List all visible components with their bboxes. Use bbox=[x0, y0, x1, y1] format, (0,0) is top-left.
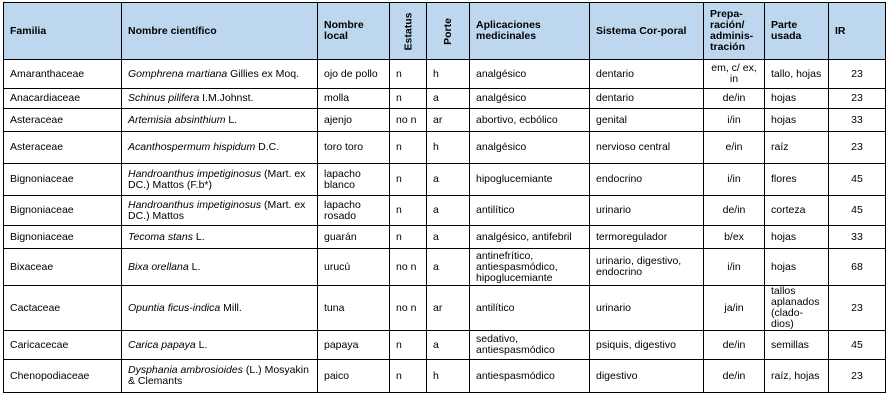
cell-aplicacion: antilítico bbox=[470, 196, 590, 226]
cell-ir: 68 bbox=[829, 249, 886, 286]
cell-aplicacion: analgésico bbox=[470, 132, 590, 164]
species-author: (Mart. ex DC.) Mattos (F.b*) bbox=[128, 167, 306, 191]
cell-nombre-local: ojo de pollo bbox=[318, 60, 390, 89]
cell-ir: 33 bbox=[829, 226, 886, 249]
header-nombre-local: Nombre local bbox=[318, 3, 390, 60]
species-name: Dysphania ambrosioides bbox=[128, 364, 243, 376]
cell-parte-usada: hojas bbox=[765, 89, 829, 109]
species-author: L. bbox=[192, 230, 205, 243]
cell-preparacion: ja/in bbox=[704, 286, 765, 331]
header-estatus-label: Estatus bbox=[402, 12, 415, 50]
table-row bbox=[4, 360, 886, 393]
species-name: Artemisia absinthium bbox=[128, 113, 226, 126]
species-author: Mill. bbox=[220, 301, 242, 314]
cell-estatus: no n bbox=[390, 109, 427, 132]
cell-nombre-local: guarán bbox=[318, 226, 390, 249]
cell-nombre-cientifico bbox=[122, 331, 318, 360]
cell-porte: a bbox=[427, 89, 470, 109]
cell-sistema: urinario bbox=[590, 196, 704, 226]
header-nombre-cientifico: Nombre científico bbox=[122, 3, 318, 60]
cell-porte: ar bbox=[427, 286, 470, 331]
cell-nombre-cientifico bbox=[122, 89, 318, 109]
species-author: Gillies ex Moq. bbox=[227, 67, 299, 80]
cell-ir: 23 bbox=[829, 60, 886, 89]
cell-estatus: n bbox=[390, 132, 427, 164]
header-parte-usada: Parte usada bbox=[765, 3, 829, 60]
species-name: Handroanthus impetiginosus bbox=[128, 167, 262, 180]
table-row bbox=[4, 109, 886, 132]
cell-estatus: no n bbox=[390, 249, 427, 286]
cell-preparacion: i/in bbox=[704, 249, 765, 286]
cell-ir: 23 bbox=[829, 132, 886, 164]
species-name: Bixa orellana bbox=[128, 260, 189, 273]
table-row bbox=[4, 164, 886, 196]
species-name: Tecoma stans bbox=[128, 230, 193, 243]
cell-nombre-cientifico bbox=[122, 132, 318, 164]
cell-preparacion: de/in bbox=[704, 331, 765, 360]
table-row bbox=[4, 331, 886, 360]
cell-porte: a bbox=[427, 226, 470, 249]
cell-porte: h bbox=[427, 360, 470, 393]
table-row bbox=[4, 226, 886, 249]
cell-ir: 23 bbox=[829, 286, 886, 331]
cell-nombre-local: paico bbox=[318, 360, 390, 393]
cell-nombre-cientifico bbox=[122, 286, 318, 331]
cell-parte-usada: flores bbox=[765, 164, 829, 196]
cell-sistema: endocrino bbox=[590, 164, 704, 196]
cell-sistema: digestivo bbox=[590, 360, 704, 393]
cell-aplicacion: antilítico bbox=[470, 286, 590, 331]
species-author: L. bbox=[225, 113, 238, 126]
cell-preparacion: i/in bbox=[704, 109, 765, 132]
cell-sistema: dentario bbox=[590, 60, 704, 89]
cell-ir: 23 bbox=[829, 360, 886, 393]
cell-familia: Bignoniaceae bbox=[4, 196, 122, 226]
table-row bbox=[4, 196, 886, 226]
cell-aplicacion: antiespasmódico bbox=[470, 360, 590, 393]
cell-preparacion: de/in bbox=[704, 89, 765, 109]
cell-familia: Anacardiaceae bbox=[4, 89, 122, 109]
species-name: Schinus pilifera bbox=[128, 92, 200, 104]
species-author: (Mart. ex DC.) Mattos bbox=[128, 198, 306, 222]
cell-nombre-cientifico bbox=[122, 109, 318, 132]
cell-nombre-cientifico bbox=[122, 196, 318, 226]
cell-parte-usada: semillas bbox=[765, 331, 829, 360]
cell-sistema: dentario bbox=[590, 89, 704, 109]
header-row bbox=[4, 3, 886, 60]
cell-estatus: n bbox=[390, 331, 427, 360]
cell-estatus: n bbox=[390, 60, 427, 89]
cell-nombre-cientifico bbox=[122, 360, 318, 393]
species-author: (L.) Mosyakin & Clemants bbox=[128, 364, 309, 387]
cell-parte-usada: tallo, hojas bbox=[765, 60, 829, 89]
cell-preparacion: em, c/ ex, in bbox=[704, 60, 765, 89]
cell-ir: 33 bbox=[829, 109, 886, 132]
cell-parte-usada: hojas bbox=[765, 249, 829, 286]
cell-estatus: n bbox=[390, 89, 427, 109]
cell-porte: a bbox=[427, 164, 470, 196]
header-sistema-corporal: Sistema Cor-poral bbox=[590, 3, 704, 60]
table-body bbox=[4, 60, 886, 393]
cell-sistema: psiquis, digestivo bbox=[590, 331, 704, 360]
cell-nombre-local: papaya bbox=[318, 331, 390, 360]
species-author: I.M.Johnst. bbox=[199, 92, 254, 104]
cell-porte: a bbox=[427, 249, 470, 286]
cell-porte: ar bbox=[427, 109, 470, 132]
table-container bbox=[3, 2, 885, 411]
cell-aplicacion: analgésico bbox=[470, 60, 590, 89]
cell-sistema: genital bbox=[590, 109, 704, 132]
cell-nombre-local: lapacho blanco bbox=[318, 164, 390, 196]
species-name: Handroanthus impetiginosus bbox=[128, 198, 262, 211]
cell-familia: Caricacecae bbox=[4, 331, 122, 360]
cell-nombre-cientifico bbox=[122, 60, 318, 89]
table-row bbox=[4, 286, 886, 331]
cell-parte-usada: corteza bbox=[765, 196, 829, 226]
species-name: Gomphrena martiana bbox=[128, 67, 228, 80]
cell-parte-usada: raíz, hojas bbox=[765, 360, 829, 393]
species-name: Acanthospermum hispidum bbox=[128, 141, 256, 153]
cell-nombre-local: ajenjo bbox=[318, 109, 390, 132]
header-estatus bbox=[390, 3, 427, 60]
cell-porte: a bbox=[427, 331, 470, 360]
cell-nombre-local: toro toro bbox=[318, 132, 390, 164]
cell-preparacion: i/in bbox=[704, 164, 765, 196]
cell-ir: 23 bbox=[829, 89, 886, 109]
header-ir: IR bbox=[829, 3, 886, 60]
cell-sistema: termoregulador bbox=[590, 226, 704, 249]
cell-parte-usada: tallos aplanados (clado-dios) bbox=[765, 286, 829, 331]
table-row bbox=[4, 60, 886, 89]
header-porte bbox=[427, 3, 470, 60]
species-name: Opuntia ficus-indica bbox=[128, 301, 221, 314]
cell-preparacion: e/in bbox=[704, 132, 765, 164]
cell-aplicacion: abortivo, ecbólico bbox=[470, 109, 590, 132]
header-preparacion: Prepa-ración/ adminis-tración bbox=[704, 3, 765, 60]
cell-parte-usada: hojas bbox=[765, 226, 829, 249]
cell-estatus: n bbox=[390, 196, 427, 226]
cell-parte-usada: raíz bbox=[765, 132, 829, 164]
cell-estatus: n bbox=[390, 226, 427, 249]
cell-estatus: no n bbox=[390, 286, 427, 331]
cell-estatus: n bbox=[390, 164, 427, 196]
header-familia: Familia bbox=[4, 3, 122, 60]
cell-familia: Asteraceae bbox=[4, 132, 122, 164]
species-author: D.C. bbox=[255, 141, 280, 153]
cell-familia: Bixaceae bbox=[4, 249, 122, 286]
cell-aplicacion: analgésico bbox=[470, 89, 590, 109]
cell-nombre-local: urucú bbox=[318, 249, 390, 286]
cell-familia: Amaranthaceae bbox=[4, 60, 122, 89]
cell-nombre-local: tuna bbox=[318, 286, 390, 331]
cell-nombre-cientifico bbox=[122, 226, 318, 249]
table-row bbox=[4, 249, 886, 286]
species-name: Carica papaya bbox=[128, 338, 196, 351]
cell-aplicacion: analgésico, antifebril bbox=[470, 226, 590, 249]
medicinal-plants-table bbox=[3, 2, 886, 393]
species-author: L. bbox=[188, 260, 201, 273]
cell-ir: 45 bbox=[829, 331, 886, 360]
header-porte-label: Porte bbox=[441, 17, 454, 45]
cell-familia: Asteraceae bbox=[4, 109, 122, 132]
cell-familia: Chenopodiaceae bbox=[4, 360, 122, 393]
cell-preparacion: b/ex bbox=[704, 226, 765, 249]
cell-ir: 45 bbox=[829, 164, 886, 196]
table-row bbox=[4, 89, 886, 109]
cell-sistema: urinario, digestivo, endocrino bbox=[590, 249, 704, 286]
species-author: L. bbox=[195, 338, 208, 351]
cell-porte: h bbox=[427, 60, 470, 89]
cell-aplicacion: hipoglucemiante bbox=[470, 164, 590, 196]
cell-porte: h bbox=[427, 132, 470, 164]
cell-aplicacion: sedativo, antiespasmódico bbox=[470, 331, 590, 360]
cell-preparacion: de/in bbox=[704, 360, 765, 393]
cell-parte-usada: hojas bbox=[765, 109, 829, 132]
header-aplicaciones: Aplicaciones medicinales bbox=[470, 3, 590, 60]
cell-preparacion: de/in bbox=[704, 196, 765, 226]
cell-familia: Cactaceae bbox=[4, 286, 122, 331]
cell-porte: a bbox=[427, 196, 470, 226]
cell-aplicacion: antinefrítico, antiespasmódico, hipoglucemiante bbox=[470, 249, 590, 286]
cell-ir: 45 bbox=[829, 196, 886, 226]
cell-nombre-local: lapacho rosado bbox=[318, 196, 390, 226]
cell-nombre-cientifico bbox=[122, 249, 318, 286]
cell-familia: Bignoniaceae bbox=[4, 226, 122, 249]
cell-familia: Bignoniaceae bbox=[4, 164, 122, 196]
cell-nombre-cientifico bbox=[122, 164, 318, 196]
table-row bbox=[4, 132, 886, 164]
cell-sistema: nervioso central bbox=[590, 132, 704, 164]
cell-sistema: urinario bbox=[590, 286, 704, 331]
cell-nombre-local: molla bbox=[318, 89, 390, 109]
cell-estatus: n bbox=[390, 360, 427, 393]
